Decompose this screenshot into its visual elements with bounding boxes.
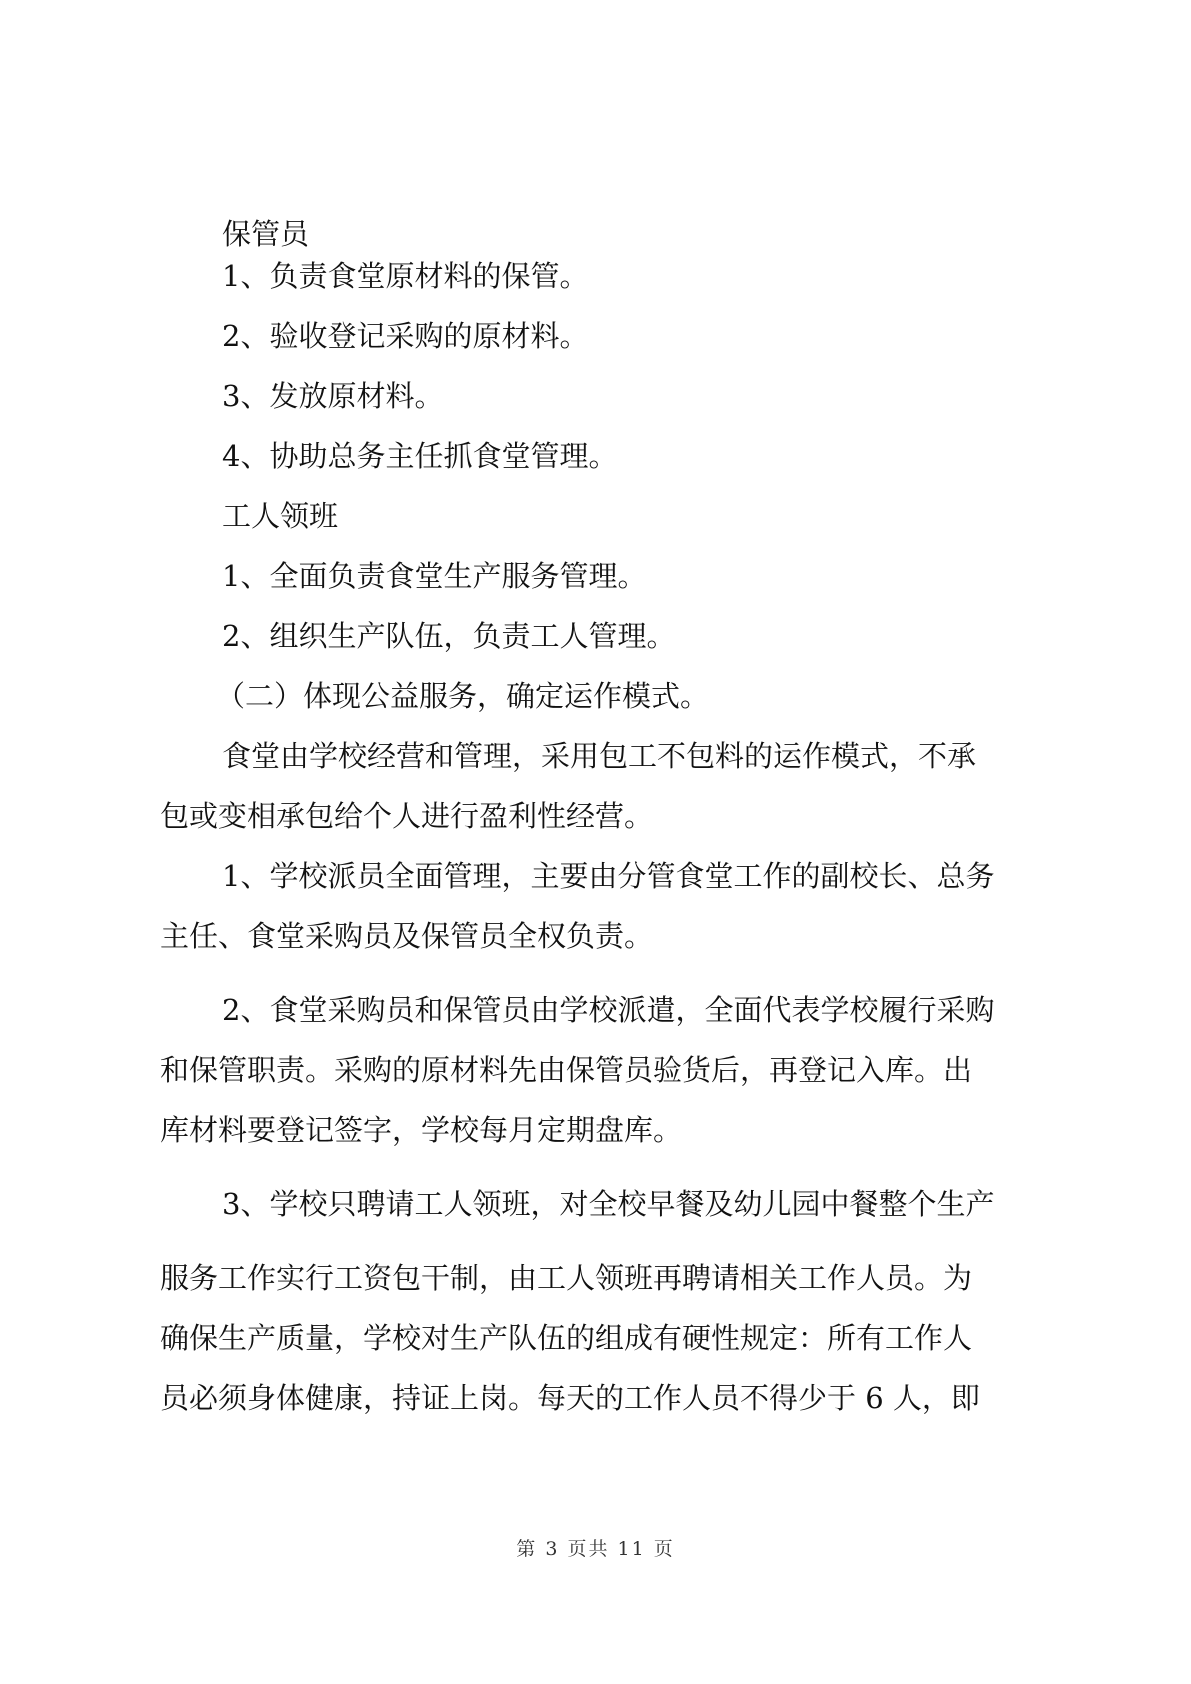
text-line: 3、发放原材料。 [222,379,444,413]
section-heading-keeper: 保管员 [222,217,310,251]
section-heading-2: （二）体现公益服务，确定运作模式。 [216,679,710,713]
text-line: 库材料要登记签字，学校每月定期盘库。 [160,1113,683,1147]
section-heading-foreman: 工人领班 [222,499,339,533]
text-line: 服务工作实行工资包干制，由工人领班再聘请相关工作人员。为 [160,1261,973,1295]
text-line: 员必须身体健康，持证上岗。每天的工作人员不得少于 6 人，即 [160,1381,980,1415]
text-line: 2、组织生产队伍，负责工人管理。 [222,619,676,653]
text-line: 2、食堂采购员和保管员由学校派遣，全面代表学校履行采购 [222,993,995,1027]
text-line: 确保生产质量，学校对生产队伍的组成有硬性规定：所有工作人 [160,1321,973,1355]
text-line: 1、学校派员全面管理，主要由分管食堂工作的副校长、总务 [222,859,995,893]
text-line: 2、验收登记采购的原材料。 [222,319,589,353]
text-line: 1、负责食堂原材料的保管。 [222,259,589,293]
text-line: 包或变相承包给个人进行盈利性经营。 [160,799,654,833]
text-line: 和保管职责。采购的原材料先由保管员验货后，再登记入库。出 [160,1053,973,1087]
text-line: 食堂由学校经营和管理，采用包工不包料的运作模式，不承 [222,739,977,773]
text-line: 1、全面负责食堂生产服务管理。 [222,559,647,593]
text-line: 4、协助总务主任抓食堂管理。 [222,439,618,473]
page-footer: 第 3 页共 11 页 [516,1538,675,1560]
text-line: 3、学校只聘请工人领班，对全校早餐及幼儿园中餐整个生产 [222,1187,995,1221]
text-line: 主任、食堂采购员及保管员全权负责。 [160,919,654,953]
